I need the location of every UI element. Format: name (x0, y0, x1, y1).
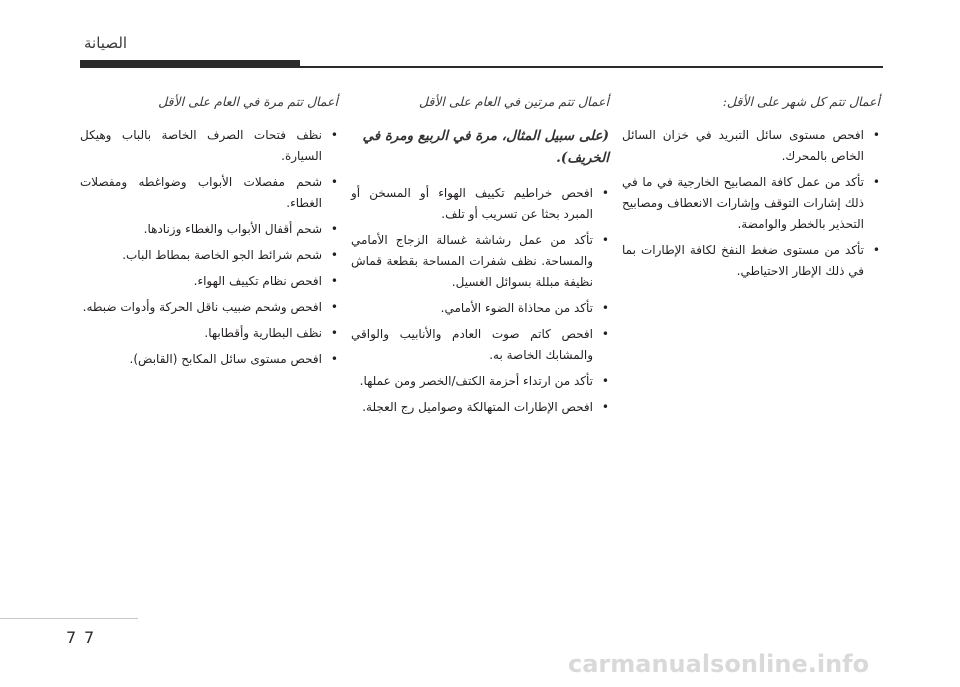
list-item: • افحص كاتم صوت العادم والأنابيب والواقي والمشابك الخاصة به. (351, 324, 609, 366)
list-item: • افحص الإطارات المتهالكة وصواميل رج العجلة. (351, 397, 609, 418)
list-item: • نظف البطارية وأقطابها. (80, 323, 338, 344)
biannual-tasks-column (351, 93, 609, 423)
biannual-tasks-subheading: (على سبيل المثال، مرة في الربيع ومرة في الخريف). (362, 128, 609, 166)
list-item: • شحم أقفال الأبواب والغطاء وزنادها. (80, 219, 338, 240)
list-item: • افحص مستوى سائل المكابح (القابض). (80, 349, 338, 370)
list-item: • افحص مستوى سائل التبريد في خزان السائل الخاص بالمحرك. (622, 125, 880, 167)
list-item: • شحم شرائط الجو الخاصة بمطاط الباب. (80, 245, 338, 266)
list-item: • شحم مفصلات الأبواب وضواغطه ومفصلات الغطاء. (80, 172, 338, 214)
monthly-tasks-heading: أعمال تتم كل شهر على الأقل: (722, 94, 880, 109)
page-number-page: 7 (84, 628, 95, 647)
list-item: • تأكد من محاذاة الضوء الأمامي. (351, 298, 609, 319)
yearly-tasks-heading: أعمال تتم مرة في العام على الأقل (158, 94, 338, 109)
section-title: الصيانة (84, 34, 128, 52)
list-item: • افحص وشحم ضبيب ناقل الحركة وأدوات ضبطه. (80, 297, 338, 318)
yearly-tasks-list (80, 125, 338, 370)
list-item: • افحص نظام تكييف الهواء. (80, 271, 338, 292)
monthly-tasks-column (622, 93, 880, 287)
watermark: carmanualsonline.info (568, 650, 870, 678)
footer-rule (0, 618, 138, 619)
biannual-tasks-heading: أعمال تتم مرتين في العام على الأقل (418, 94, 609, 109)
list-item: • نظف فتحات الصرف الخاصة بالباب وهيكل السيارة. (80, 125, 338, 167)
list-item: • تأكد من عمل رشاشة غسالة الزجاج الأمامي والمساحة. نظف شفرات المساحة بقطعة قماش نظيفة مبللة بسوائل الغسيل. (351, 230, 609, 293)
yearly-tasks-column (80, 93, 338, 375)
page-number-chapter: 7 (66, 628, 77, 647)
monthly-tasks-list (622, 125, 880, 282)
header-rule (80, 66, 883, 68)
biannual-tasks-list (351, 183, 609, 418)
list-item: • تأكد من عمل كافة المصابيح الخارجية في ما في ذلك إشارات التوقف وإشارات الانعطاف ومصابيح التحذير بالخطر والوامضة. (622, 172, 880, 235)
list-item: • تأكد من مستوى ضغط النفخ لكافة الإطارات بما في ذلك الإطار الاحتياطي. (622, 240, 880, 282)
list-item: • افحص خراطيم تكييف الهواء أو المسخن أو المبرد بحثا عن تسريب أو تلف. (351, 183, 609, 225)
list-item: • تأكد من ارتداء أحزمة الكتف/الخصر ومن عملها. (351, 371, 609, 392)
